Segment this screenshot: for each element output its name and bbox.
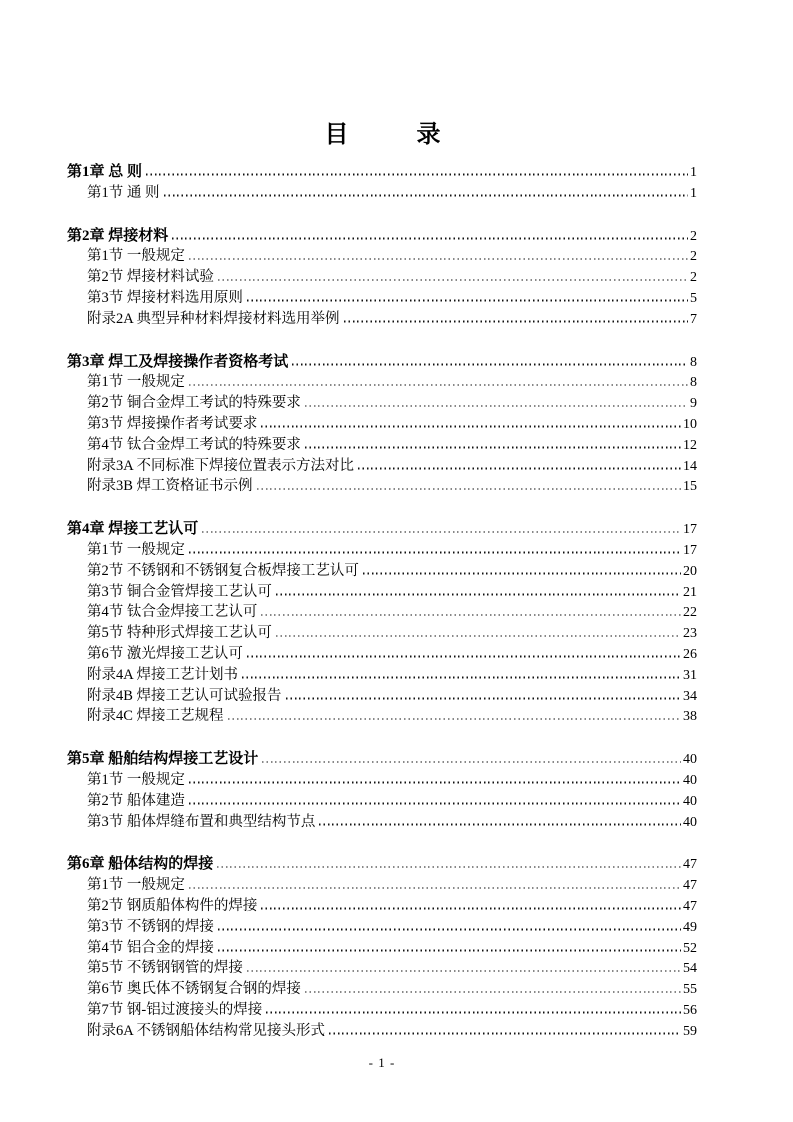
toc-entry-label: 附录4A 焊接工艺计划书 (87, 666, 239, 683)
toc-section-row (67, 562, 697, 583)
toc-entry-label: 第1章 总 则 (67, 164, 143, 180)
toc-entry-label: 第6节 奥氏体不锈钢复合钢的焊接 (87, 981, 301, 998)
dot-leader (218, 279, 688, 281)
toc-section-row (67, 373, 697, 394)
dot-leader (189, 803, 681, 805)
dot-leader (319, 823, 681, 825)
toc-entry-label: 附录4B 焊接工艺认可试验报告 (87, 687, 282, 704)
dot-leader (242, 677, 681, 679)
toc-list (67, 163, 697, 1042)
toc-entry-page: 55 (683, 982, 697, 998)
dot-leader (164, 195, 689, 197)
toc-chapter-row (67, 353, 697, 374)
toc-entry-page: 8 (690, 375, 697, 391)
toc-entry-page: 40 (683, 793, 697, 809)
toc-entry-label: 附录2A 典型异种材料焊接材料选用举例 (87, 310, 340, 327)
toc-entry-page: 15 (683, 479, 697, 495)
toc-entry-page: 5 (690, 290, 697, 306)
toc-entry-label: 第1节 一般规定 (87, 374, 185, 391)
toc-section-row (67, 268, 697, 289)
toc-entry-label: 附录6A 不锈钢船体结构常见接头形式 (87, 1022, 326, 1039)
toc-entry-page: 47 (683, 898, 697, 914)
dot-leader (247, 970, 681, 972)
toc-section-row (67, 457, 697, 478)
toc-entry-label: 第3节 铜合金管焊接工艺认可 (87, 583, 272, 600)
toc-entry-label: 第6节 激光焊接工艺认可 (87, 645, 243, 662)
toc-section-row (67, 939, 697, 960)
toc-entry-label: 附录4C 焊接工艺规程 (87, 708, 224, 725)
toc-section-row (67, 477, 697, 498)
dot-leader (189, 384, 688, 386)
toc-entry-page: 17 (683, 522, 697, 538)
toc-entry-page: 49 (683, 919, 697, 935)
dot-leader (146, 174, 688, 176)
toc-entry-page: 38 (683, 709, 697, 725)
toc-section-row (67, 603, 697, 624)
toc-entry-page: 9 (690, 396, 697, 412)
toc-section-row (67, 436, 697, 457)
toc-entry-page: 1 (690, 165, 697, 180)
toc-entry-label: 第2节 铜合金焊工考试的特殊要求 (87, 395, 301, 412)
toc-entry-label: 第6章 船体结构的焊接 (67, 856, 214, 873)
dot-leader (329, 1033, 681, 1035)
toc-entry-page: 2 (690, 270, 697, 286)
toc-entry-page: 47 (683, 878, 697, 894)
toc-section-row (67, 184, 697, 205)
toc-entry-page: 7 (690, 311, 697, 327)
dot-leader (262, 761, 681, 763)
toc-entry-page: 56 (683, 1002, 697, 1018)
dot-leader (261, 614, 681, 616)
dot-leader (261, 908, 681, 910)
toc-entry-label: 第1节 通 则 (87, 184, 160, 201)
toc-entry-page: 8 (690, 354, 697, 370)
toc-section-row (67, 415, 697, 436)
toc-section-row (67, 813, 697, 834)
toc-entry-page: 12 (683, 437, 697, 453)
toc-entry-label: 第3节 焊接材料选用原则 (87, 289, 243, 306)
toc-section-row (67, 645, 697, 666)
page-title: 目 录 (324, 122, 441, 148)
dot-leader (344, 321, 688, 323)
toc-entry-page: 20 (683, 563, 697, 579)
dot-leader (189, 782, 681, 784)
dot-leader (257, 488, 681, 490)
toc-entry-page: 1 (690, 185, 697, 201)
toc-entry-label: 第1节 一般规定 (87, 771, 185, 788)
toc-section-row (67, 707, 697, 728)
toc-entry-label: 第2节 焊接材料试验 (87, 269, 214, 286)
toc-section-row (67, 792, 697, 813)
toc-section-row (67, 289, 697, 310)
toc-entry-page: 22 (683, 605, 697, 621)
toc-chapter-row (67, 750, 697, 771)
toc-entry-label: 附录3B 焊工资格证书示例 (87, 478, 253, 495)
toc-section-row (67, 1001, 697, 1022)
toc-entry-label: 第4章 焊接工艺认可 (67, 521, 199, 538)
toc-entry-page: 17 (683, 542, 697, 558)
toc-section-row (67, 876, 697, 897)
toc-entry-label: 第7节 钢-铝过渡接头的焊接 (87, 1001, 263, 1018)
toc-entry-label: 第2章 焊接材料 (67, 227, 169, 244)
toc-section-row (67, 583, 697, 604)
toc-section-row (67, 1022, 697, 1043)
toc-entry-page: 34 (683, 688, 697, 704)
toc-section-row (67, 247, 697, 268)
toc-entry-label: 第3节 不锈钢的焊接 (87, 918, 214, 935)
toc-entry-label: 第1节 一般规定 (87, 248, 185, 265)
toc-entry-label: 第3节 船体焊缝布置和典型结构节点 (87, 813, 316, 830)
toc-entry-page: 14 (683, 458, 697, 474)
toc-entry-label: 第4节 钛合金焊接工艺认可 (87, 604, 258, 621)
dot-leader (189, 887, 681, 889)
toc-entry-page: 54 (683, 961, 697, 977)
toc-entry-page: 21 (683, 584, 697, 600)
toc-section-row (67, 666, 697, 687)
toc-entry-label: 第5节 特种形式焊接工艺认可 (87, 625, 272, 642)
dot-leader (286, 697, 681, 699)
toc-entry-label: 第1节 一般规定 (87, 877, 185, 894)
dot-leader (305, 447, 681, 449)
toc-entry-label: 第2节 钢质船体构件的焊接 (87, 897, 258, 914)
toc-entry-page: 23 (683, 626, 697, 642)
toc-section-row (67, 687, 697, 708)
toc-entry-page: 2 (690, 228, 697, 244)
dot-leader (358, 467, 681, 469)
toc-entry-page: 40 (683, 772, 697, 788)
dot-leader (266, 1012, 681, 1014)
toc-section-row (67, 394, 697, 415)
dot-leader (247, 656, 681, 658)
toc-entry-page: 52 (683, 940, 697, 956)
dot-leader (305, 991, 681, 993)
toc-entry-label: 第2节 不锈钢和不锈钢复合板焊接工艺认可 (87, 562, 359, 579)
dot-leader (276, 593, 681, 595)
toc-entry-page: 26 (683, 646, 697, 662)
dot-leader (172, 238, 688, 240)
toc-chapter-row (67, 227, 697, 248)
toc-entry-label: 第3章 焊工及焊接操作者资格考试 (67, 353, 289, 370)
dot-leader (247, 300, 688, 302)
dot-leader (228, 718, 681, 720)
toc-entry-label: 第5章 船舶结构焊接工艺设计 (67, 751, 259, 768)
dot-leader (363, 573, 681, 575)
toc-entry-label: 第3节 焊接操作者考试要求 (87, 415, 258, 432)
toc-chapter-row (67, 520, 697, 541)
toc-entry-label: 第4节 钛合金焊工考试的特殊要求 (87, 436, 301, 453)
dot-leader (305, 405, 688, 407)
toc-chapter-row (67, 163, 697, 184)
dot-leader (276, 635, 681, 637)
toc-entry-label: 第4节 铝合金的焊接 (87, 939, 214, 956)
toc-entry-label: 附录3A 不同标准下焊接位置表示方法对比 (87, 457, 355, 474)
dot-leader (217, 866, 681, 868)
toc-entry-label: 第2节 船体建造 (87, 792, 185, 809)
toc-section-row (67, 918, 697, 939)
dot-leader (218, 929, 681, 931)
toc-section-row (67, 624, 697, 645)
toc-entry-page: 40 (683, 752, 697, 768)
toc-section-row (67, 310, 697, 331)
toc-entry-page: 2 (690, 249, 697, 265)
toc-section-row (67, 897, 697, 918)
toc-entry-page: 59 (683, 1023, 697, 1039)
toc-entry-page: 40 (683, 814, 697, 830)
dot-leader (189, 552, 681, 554)
toc-entry-page: 31 (683, 667, 697, 683)
toc-entry-label: 第5节 不锈钢钢管的焊接 (87, 960, 243, 977)
toc-section-row (67, 541, 697, 562)
toc-entry-page: 47 (683, 857, 697, 873)
dot-leader (189, 258, 688, 260)
dot-leader (202, 531, 681, 533)
dot-leader (218, 949, 681, 951)
page-number-footer: - 1 - (368, 1055, 396, 1070)
dot-leader (261, 426, 681, 428)
toc-chapter-row (67, 855, 697, 876)
toc-entry-label: 第1节 一般规定 (87, 541, 185, 558)
dot-leader (292, 363, 688, 365)
toc-section-row (67, 771, 697, 792)
toc-section-row (67, 980, 697, 1001)
toc-entry-page: 10 (683, 416, 697, 432)
toc-section-row (67, 959, 697, 980)
